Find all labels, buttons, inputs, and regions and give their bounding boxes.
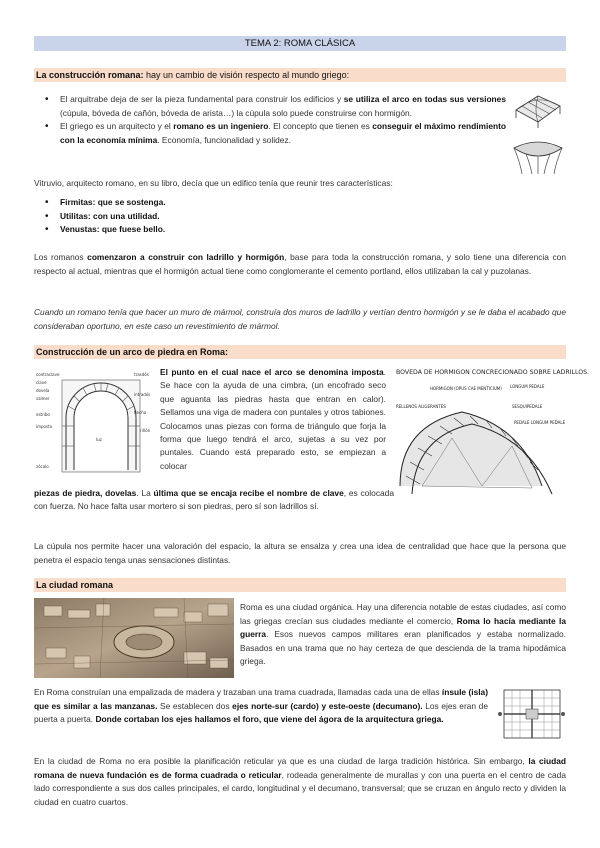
feature-firmitas: • Firmitas: que se sostenga. [40,196,340,210]
vault-label-rellenos: RELLENOS ALIGERANTES [396,404,446,409]
arch-label-dovela: dovela [36,388,50,393]
vault-label-longum: LONGUM PEDALE [510,384,545,389]
vault-label-sesquipedale: SESQUIPEDALE [512,404,543,409]
construction-bullets [40,93,506,147]
arch-label-salmer: salmer [36,396,50,401]
arch-label-zocalo: zócalo [36,464,49,469]
vitruvio-features [40,196,340,237]
arch-label-imposta: imposta [36,424,53,429]
concrete-vault-diagram [392,366,589,508]
section-heading-bold: La construcción romana: [36,70,144,80]
section-heading-ciudad: La ciudad romana [34,578,566,592]
arch-label-flecha: flecha [134,410,147,415]
arch-label-trasdos: trasdós [134,372,149,377]
castrum-paragraph: En Roma construían una empalizada de madera y trazaban una trama cuadrada, llamadas cada una de ellas ínsule (isla) que es similar a las manzanas. Se establecen dos ejes norte-sur (cardo) y este-oeste (decumano). Los ejes eran de puerta a puerta. Donde cortaban los ejes hallamos el foro, que viene del ágora de la arquitectura griega. [34,687,488,725]
arch-label-estribo: estribo [36,412,50,417]
arco-text-block: El punto en el cual nace el arco se denomina imposta. Se hace con la ayuda de una cimbra, (un encofrado seco que aguanta las piedras hasta que entran en calor). Sellamos una viga de madera con puntales y otros tabiones. Colocamos unas piezas con forma de triángulo que forja la forma que luego tendrá el arco, sujetas a su vez por puntales. Cuando está preparado esto, se empiezan a colocar [160,367,386,471]
vitruvio-intro: Vitruvio, arquitecto romano, en su libro, decía que un edifico tenía que reunir tres características: [34,178,393,188]
dome-vault-illustration [510,134,566,176]
marmol-paragraph: Cuando un romano tenía que hacer un muro de mármol, construía dos muros de ladrillo y vertían dentro hormigón y se le daba el acabado que consideraban oportuno, en este caso un revestimiento de mármol. [34,307,566,331]
rome-city-model-photo [34,598,234,678]
arch-label-contraclave: contraclave [36,372,60,377]
stone-arch-diagram [34,366,154,476]
vault-title: BOVEDA DE HORMIGON CONCRECIONADO SOBRE LADRILLOS. [396,369,589,376]
vault-label-hormigon: HORMIGON (OPUS CAE MENTICIUM) [430,386,502,391]
section-heading-arco: Construcción de un arco de piedra en Roma: [34,345,566,359]
section-heading-construccion [34,68,566,82]
arco-text-cont: piezas de piedra, dovelas. La última que se encaja recibe el nombre de clave, es colocada con fuerza. No hace falta usar mortero si son piedras, pero sí son ladrillos sí. [34,488,394,512]
feature-venustas: • Venustas: que fuese bello. [40,223,340,237]
bullet-arco: • El arquitrabe deja de ser la pieza fundamental para construir los edificios y se utiliza el arco en todas sus versiones (cúpula, bóveda de cañón, bóveda de arista…) la cúpula solo puede construirse con hormigón. [40,93,506,120]
vault-label-pedale: PEDALE LONGUM PEDALE [514,420,566,425]
arch-label-clave: clave [36,380,47,385]
feature-utilitas: • Utilitas: con una utilidad. [40,210,340,224]
arch-label-intrados: intradós [134,392,151,397]
groin-vault-illustration [512,88,564,130]
arch-label-luz: luz [96,437,102,442]
bullet-ingeniero: • El griego es un arquitecto y el romano es un ingeniero. El concepto que tienen es conseguir el máximo rendimiento con la economía mínima. Economía, funcionalidad y solidez. [40,120,506,147]
page-title: TEMA 2: ROMA CLÁSICA [34,36,566,51]
ciudad-organica-paragraph: Roma es una ciudad orgánica. Hay una diferencia notable de estas ciudades, así como las griegas crecían sus ciudades mediante el comercio, Roma lo hacía mediante la guerra. Esos nuevos campos militares eran planificados y estaba normalizado. Basados en una trama que no hay certeza de que descienda de la trama hipodámica griega. [240,602,566,667]
cupula-paragraph: La cúpula nos permite hacer una valoración del espacio, la altura se ensalza y crea una idea de centralidad que hace que la persona que penetra el espacio tenga unas sensaciones distintas. [34,541,566,565]
reticular-paragraph: En la ciudad de Roma no era posible la planificación reticular ya que es una ciudad de larga tradición histórica. Sin embargo, la ciudad romana de nueva fundación es de forma cuadrada o reticular, rodeada generalmente de murallas y con una puerta en el centro de cada lado correspondiente a sus dos calles principales, el cardo, longitudinal y el decumano, transversal; que se cruzan en ángulo recto y dividen la ciudad en cuatro cuartos. [34,756,566,807]
castrum-grid-plan [496,686,566,742]
section-heading-rest: hay un cambio de visión respecto al mundo griego: [143,70,350,80]
arch-label-rinon: riñón [140,428,151,433]
ladrillo-paragraph: Los romanos comenzaron a construir con ladrillo y hormigón, base para toda la construcción romana, y solo tiene una diferencia con respecto al actual, mientras que el hormigón actual tiene como conglomerante el cemento portland, ellos utilizaban la cal y puzolanas. [34,252,566,276]
